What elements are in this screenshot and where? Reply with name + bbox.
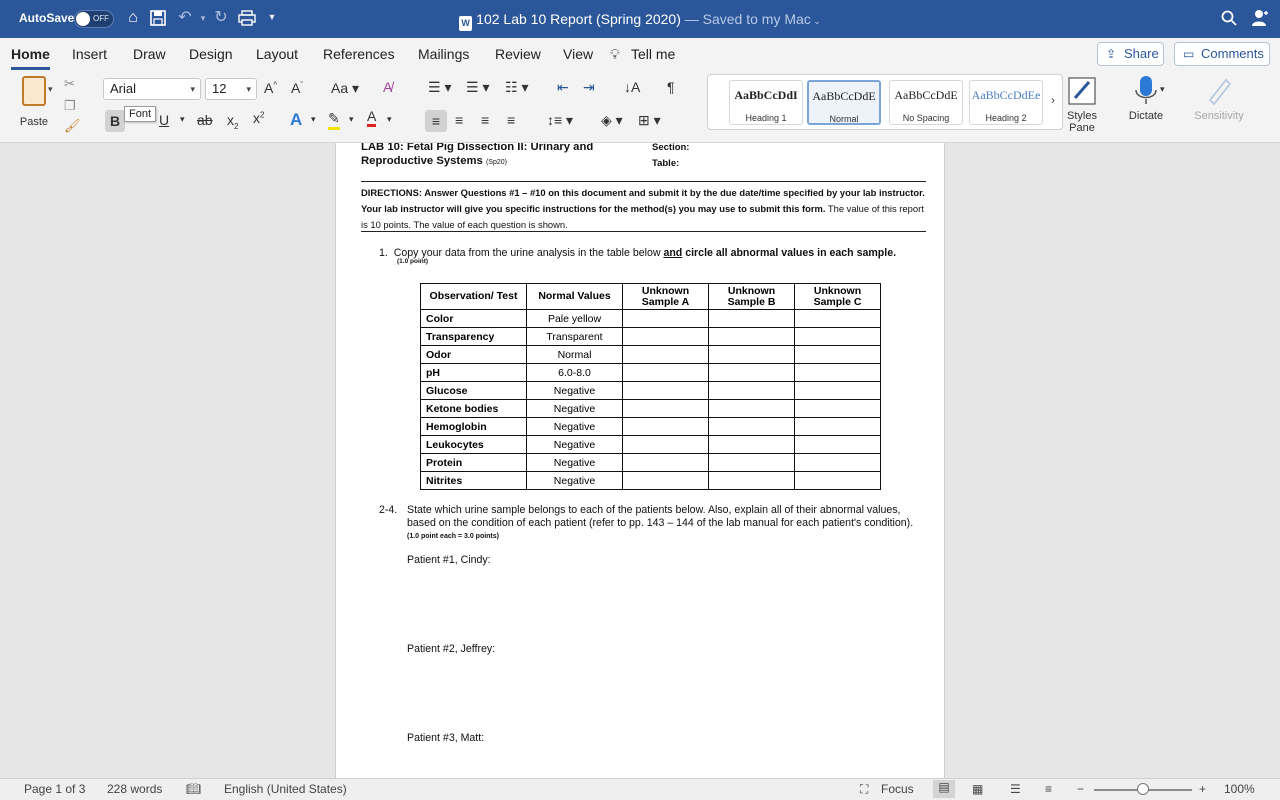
underline-dropdown-icon[interactable]: ▾ [180,114,185,124]
styles-pane-button[interactable] [1064,74,1100,134]
top-divider [361,181,926,182]
superscript-button[interactable]: $x^2$ [253,110,265,126]
sample-a-cell[interactable] [623,418,709,436]
q2-text: State which urine sample belongs to each of the patients below. Also, explain all of their abnormal values, based on the condition of each patient (refer to pp. 143 – 144 of the lab manual for each patient's condition). [407,504,914,529]
chevron-down-icon: ▾ [246,84,251,94]
observation-cell: Glucose [421,382,527,400]
sample-a-cell[interactable] [623,346,709,364]
sample-a-cell[interactable] [623,328,709,346]
lab-title-line-1: LAB 10: Fetal Pig Dissection II: Urinary and [361,143,594,153]
font-color-dropdown-icon[interactable]: ▾ [387,114,392,124]
sample-a-cell[interactable] [623,472,709,490]
sample-c-cell[interactable] [795,382,881,400]
strikethrough-button[interactable]: ab [197,112,213,128]
sample-c-cell[interactable] [795,436,881,454]
chevron-down-icon: ▾ [190,84,195,94]
normal-value-cell: 6.0-8.0 [527,364,623,382]
highlight-dropdown-icon[interactable]: ▾ [349,114,354,124]
redo-icon[interactable]: ↻ [214,9,228,26]
sample-a-cell[interactable] [623,310,709,328]
style-heading-1[interactable] [729,80,803,125]
search-icon[interactable] [1219,8,1239,28]
table-row [421,382,881,400]
font-size-value: 12 [212,81,227,96]
patient-3-label: Patient #3, Matt: [407,732,485,744]
bold-button[interactable]: B [105,110,125,132]
directions [361,185,926,233]
sample-b-cell[interactable] [709,418,795,436]
zoom-in-icon[interactable]: + [1199,782,1207,796]
table-row [421,346,881,364]
numbering-icon[interactable]: ☰ ▾ [466,79,490,95]
tab-design[interactable]: Design [189,46,233,62]
clipboard-icon [22,76,46,106]
borders-icon[interactable]: ⊞ ▾ [638,112,661,128]
table-row [421,418,881,436]
header-normal-values: Normal Values [527,284,623,310]
normal-value-cell: Normal [527,346,623,364]
tab-insert[interactable]: Insert [72,46,108,62]
zoom-level[interactable]: 100% [1224,782,1255,796]
observation-cell: Transparency [421,328,527,346]
sample-b-cell[interactable] [709,382,795,400]
font-name-value: Arial [110,81,137,96]
sample-c-cell[interactable] [795,472,881,490]
table-row [421,454,881,472]
format-painter-icon[interactable]: 🖌︎ [64,118,81,133]
style-name: No Spacing [902,113,950,123]
print-layout-view-icon[interactable]: ▤ [933,780,955,798]
text-effects-icon[interactable]: A [290,110,303,129]
tell-me-lightbulb-icon: 💡︎ [610,46,620,62]
section-label: Section: [652,143,690,153]
sample-a-cell[interactable] [623,436,709,454]
bottom-divider [361,231,926,232]
sample-b-cell[interactable] [709,346,795,364]
patient-1-label: Patient #1, Cindy: [407,554,491,566]
sample-c-cell[interactable] [795,454,881,472]
styles-more-chevron-icon[interactable]: › [1051,93,1055,107]
comments-button[interactable] [1174,42,1270,66]
sample-b-cell[interactable] [709,328,795,346]
justify-button[interactable]: ≡ [507,112,516,128]
q1-text-bold: circle all abnormal values in each sample. [682,247,897,259]
account-icon[interactable] [1250,8,1270,28]
style-name: Heading 1 [745,113,787,123]
normal-value-cell: Negative [527,400,623,418]
style-sample: AaBbCcDdI [734,88,798,102]
focus-icon: ⛶ [860,782,869,796]
observation-cell: Hemoglobin [421,418,527,436]
page-count[interactable]: Page 1 of 3 [24,782,86,796]
sample-b-cell[interactable] [709,310,795,328]
table-row [421,364,881,382]
observation-cell: Odor [421,346,527,364]
observation-cell: Nitrites [421,472,527,490]
sample-b-cell[interactable] [709,454,795,472]
style-name: Normal [829,114,859,124]
sensitivity-button[interactable] [1190,74,1248,122]
style-sample: AaBbCcDdE [894,88,958,102]
menu-bar [0,38,1280,70]
q1-number: 1. [379,247,388,259]
sample-c-cell[interactable] [795,364,881,382]
grow-font-icon[interactable]: A^ [264,80,278,96]
q1-text: Copy your data from the urine analysis in the table below [393,247,664,259]
directions-normal: The value of this report is 10 points. The value of each question is shown. [361,203,924,230]
normal-value-cell: Transparent [527,328,623,346]
multilevel-list-icon[interactable]: ☷ ▾ [505,79,529,95]
subscript-button[interactable]: $x_2$ [227,112,239,131]
patient-2-label: Patient #2, Jeffrey: [407,643,496,655]
copy-icon[interactable]: ❐ [64,98,76,113]
sample-a-cell[interactable] [623,400,709,418]
document-title [0,11,1280,31]
header-sample-b: Unknown Sample B [709,284,795,310]
autosave-label: AutoSave [19,11,75,25]
font-name-dropdown[interactable] [103,78,201,100]
web-layout-view-icon[interactable]: ▦ [972,782,984,796]
draft-view-icon[interactable]: ≡ [1045,782,1053,796]
share-icon: ⇪ [1106,47,1117,61]
normal-value-cell: Negative [527,418,623,436]
font-size-dropdown[interactable] [205,78,257,100]
sample-c-cell[interactable] [795,400,881,418]
sample-b-cell[interactable] [709,472,795,490]
table-label: Table: [652,158,680,169]
word-doc-icon: W [459,16,472,31]
cut-icon[interactable]: ✂ [64,76,75,91]
tab-review[interactable]: Review [495,46,541,62]
style-heading-2[interactable] [969,80,1043,125]
language[interactable]: English (United States) [224,782,347,796]
zoom-slider-handle[interactable] [1137,783,1149,795]
undo-icon[interactable]: ↶ [178,9,192,26]
sample-c-cell[interactable] [795,310,881,328]
outline-view-icon[interactable]: ☰ [1010,782,1021,796]
bullets-icon[interactable]: ☰ ▾ [428,79,452,95]
style-sample: AaBbCcDdEe [971,88,1041,102]
sample-a-cell[interactable] [623,382,709,400]
style-normal[interactable] [807,80,881,125]
sample-c-cell[interactable] [795,418,881,436]
font-tooltip: Font [124,106,156,122]
table-row [421,400,881,418]
show-formatting-marks-icon[interactable]: ¶ [667,79,675,95]
q2-points: (1.0 point each = 3.0 points) [407,533,499,540]
status-bar [0,778,1280,800]
sort-icon[interactable]: ↓A [624,79,641,95]
directions-bold: DIRECTIONS: Answer Questions #1 – #10 on this document and submit it by the due date/time specified by your lab instructor. Your lab instructor will give you specific instructions for the method(s) you may use to submit this form. [361,187,925,214]
question-2-4 [379,504,929,544]
home-icon[interactable]: ⌂ [128,9,138,26]
normal-value-cell: Negative [527,382,623,400]
tab-mailings[interactable]: Mailings [418,46,470,62]
sample-b-cell[interactable] [709,400,795,418]
normal-value-cell: Negative [527,454,623,472]
proofing-icon[interactable]: 📖︎ [186,782,202,796]
observation-cell: Color [421,310,527,328]
underline-button[interactable]: U [159,112,170,128]
table-row [421,328,881,346]
sample-a-cell[interactable] [623,454,709,472]
header-sample-a: Unknown Sample A [623,284,709,310]
question-1 [379,247,929,265]
lab-title-line-2: Reproductive Systems [361,155,483,167]
sensitivity-icon [1190,74,1248,110]
tab-home[interactable]: Home [11,46,50,62]
styles-pane-label: Styles Pane [1067,110,1097,134]
share-button[interactable] [1097,42,1164,66]
share-label: Share [1124,46,1159,61]
autosave-state: OFF [93,14,109,23]
align-center-button[interactable]: ≡ [455,112,464,128]
urine-analysis-table [420,283,881,490]
shrink-font-icon[interactable]: $A^ˇ$ [291,80,304,96]
title-chevron-icon[interactable]: ⌄ [810,16,821,26]
align-right-button[interactable]: ≡ [481,112,490,128]
normal-value-cell: Negative [527,436,623,454]
paste-dropdown-icon[interactable]: ▾ [48,84,53,94]
dictate-label: Dictate [1128,110,1164,122]
lab-title [361,143,593,170]
line-spacing-icon[interactable]: ↕≡ ▾ [547,112,574,128]
sample-a-cell[interactable] [623,364,709,382]
doc-title-text: 102 Lab 10 Report (Spring 2020) [476,11,681,27]
tab-view[interactable]: View [563,46,594,62]
table-row [421,310,881,328]
observation-cell: Protein [421,454,527,472]
tab-layout[interactable]: Layout [256,46,299,62]
q2-number: 2-4. [379,504,398,516]
observation-cell: pH [421,364,527,382]
styles-gallery [707,74,1063,130]
document-page[interactable] [335,143,945,778]
header-sample-c: Unknown Sample C [795,284,881,310]
sample-c-cell[interactable] [795,328,881,346]
observation-cell: Ketone bodies [421,400,527,418]
align-left-button[interactable]: ≡ [425,110,447,132]
decrease-indent-icon[interactable]: ⇤ [557,79,569,95]
dictate-dropdown-icon[interactable]: ▾ [1160,84,1165,94]
sample-c-cell[interactable] [795,346,881,364]
table-row [421,472,881,490]
lab-title-tag: (Sp20) [485,159,507,166]
word-count[interactable]: 228 words [107,782,163,796]
normal-value-cell: Pale yellow [527,310,623,328]
style-name: Heading 2 [985,113,1027,123]
header-observation: Observation/ Test [421,284,527,310]
undo-dropdown-icon[interactable]: ▾ [200,13,206,23]
style-no-spacing[interactable] [889,80,963,125]
text-effects-dropdown-icon[interactable]: ▾ [311,114,316,124]
tab-draw[interactable]: Draw [133,46,166,62]
change-case-icon[interactable]: Aa ▾ [331,80,360,96]
shading-icon[interactable]: ◈ ▾ [601,112,623,128]
saved-status: — Saved to my Mac [684,11,811,27]
title-bar [0,0,1280,38]
sample-b-cell[interactable] [709,436,795,454]
sensitivity-label: Sensitivity [1194,110,1244,122]
paste-label: Paste [19,116,49,128]
zoom-out-icon[interactable]: − [1077,782,1085,796]
increase-indent-icon[interactable]: ⇥ [583,79,595,95]
observation-cell: Leukocytes [421,436,527,454]
table-header-row [421,284,881,310]
q1-emphasis: and [663,247,683,259]
table-row [421,436,881,454]
styles-pane-icon [1064,74,1100,110]
customize-toolbar-icon[interactable]: ▾ [269,12,275,23]
normal-value-cell: Negative [527,472,623,490]
comments-label: Comments [1201,46,1264,61]
comment-icon: ▭ [1183,47,1195,61]
sample-b-cell[interactable] [709,364,795,382]
tab-references[interactable]: References [323,46,395,62]
tab-tell-me[interactable]: Tell me [631,46,676,62]
dictate-button[interactable] [1124,74,1168,122]
q1-points: (1.0 point) [397,258,429,265]
clear-formatting-icon[interactable]: A̸ [383,79,393,95]
font-color-icon[interactable]: A [367,108,376,127]
focus-button[interactable]: Focus [881,782,914,796]
style-sample: AaBbCcDdE [812,89,876,103]
highlight-icon[interactable]: ✎ [328,110,340,130]
